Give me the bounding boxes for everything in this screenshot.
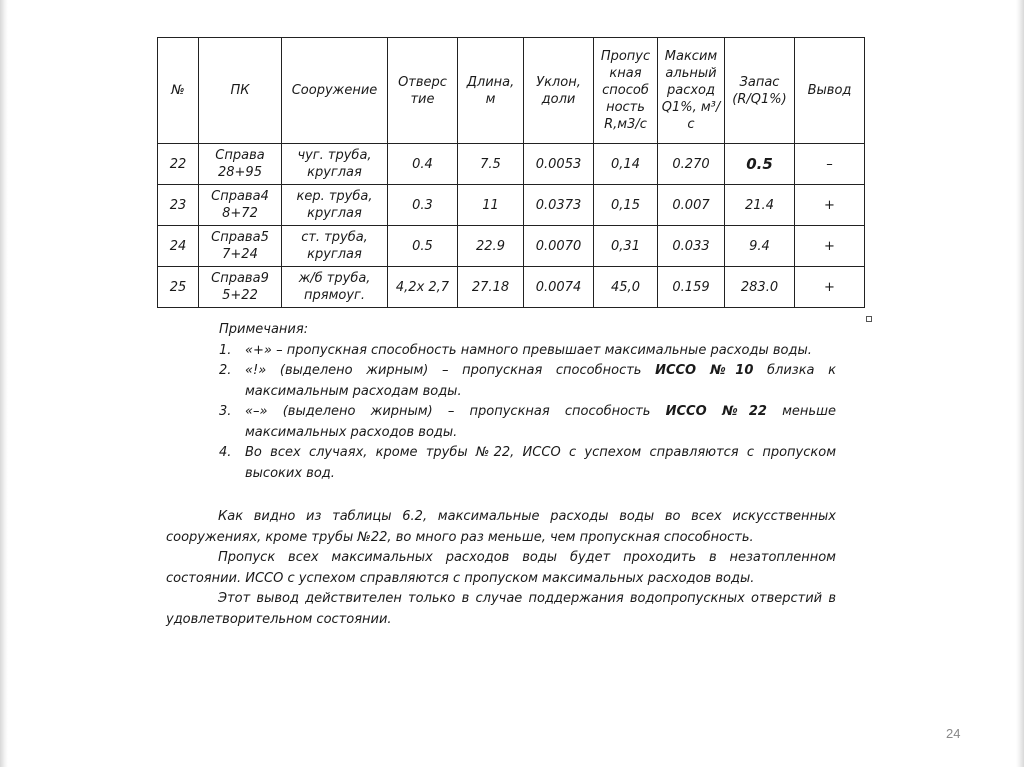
cell-opening: 4,2х 2,7 bbox=[388, 267, 458, 308]
note-number: 4. bbox=[219, 445, 232, 460]
cell-slope: 0.0373 bbox=[524, 185, 594, 226]
note-text-after: меньше максимальных расходов воды. bbox=[245, 404, 836, 440]
notes-title: Примечания: bbox=[219, 322, 309, 337]
cell-conclusion: + bbox=[795, 226, 865, 267]
paragraph: Как видно из таблицы 6.2, максимальные расходы воды во всех искусственных сооружениях, кроме трубы №22, во много раз меньше, чем пропускная способность. bbox=[166, 509, 836, 545]
table-row bbox=[158, 226, 865, 267]
header-length: Длина, м bbox=[458, 38, 524, 144]
list-item bbox=[219, 341, 836, 362]
cell-reserve: 283.0 bbox=[725, 267, 795, 308]
note-text: «!» (выделено жирным) – пропускная способность bbox=[245, 363, 656, 378]
cell-num: 24 bbox=[158, 226, 199, 267]
notes-list bbox=[219, 341, 836, 485]
cell-pk: Справа4 8+72 bbox=[199, 185, 282, 226]
cell-length: 27.18 bbox=[458, 267, 524, 308]
cell-num: 25 bbox=[158, 267, 199, 308]
cell-num: 23 bbox=[158, 185, 199, 226]
cell-max-flow: 0.159 bbox=[658, 267, 725, 308]
note-text: Во всех случаях, кроме трубы №22, ИССО с успехом справляются с пропуском высоких вод. bbox=[245, 445, 836, 481]
cell-max-flow: 0.007 bbox=[658, 185, 725, 226]
cell-slope: 0.0074 bbox=[524, 267, 594, 308]
note-text-after: близка к максимальным расходам воды. bbox=[245, 363, 836, 399]
table-row bbox=[158, 267, 865, 308]
list-item bbox=[219, 361, 836, 402]
cell-conclusion: – bbox=[795, 144, 865, 185]
header-capacity: Пропус кная способ ность R,м3/с bbox=[594, 38, 658, 144]
notes-section bbox=[219, 320, 836, 484]
cell-slope: 0.0053 bbox=[524, 144, 594, 185]
cell-length: 11 bbox=[458, 185, 524, 226]
note-text: «+» – пропускная способность намного превышает максимальные расходы воды. bbox=[245, 342, 812, 358]
cell-opening: 0.5 bbox=[388, 226, 458, 267]
cell-length: 7.5 bbox=[458, 144, 524, 185]
list-item bbox=[219, 402, 836, 443]
paragraph: Пропуск всех максимальных расходов воды будет проходить в незатопленном состоянии. ИССО с успехом справляются с пропуском максимальных расходов воды. bbox=[166, 550, 836, 586]
cell-structure: кер. труба, круглая bbox=[282, 185, 388, 226]
paragraph: Этот вывод действителен только в случае поддержания водопропускных отверстий в удовлетворительном состоянии. bbox=[166, 591, 836, 627]
header-opening: Отверс тие bbox=[388, 38, 458, 144]
slide-right-shadow bbox=[1016, 0, 1024, 767]
cell-reserve: 9.4 bbox=[725, 226, 795, 267]
table-row bbox=[158, 144, 865, 185]
cell-capacity: 45,0 bbox=[594, 267, 658, 308]
cell-max-flow: 0.270 bbox=[658, 144, 725, 185]
conclusion-text bbox=[166, 507, 836, 630]
cell-reserve: 0.5 bbox=[725, 144, 795, 185]
header-pk: ПК bbox=[199, 38, 282, 144]
header-num: № bbox=[158, 38, 199, 144]
header-reserve: Запас (R/Q1%) bbox=[725, 38, 795, 144]
cell-reserve: 21.4 bbox=[725, 185, 795, 226]
cell-pk: Справа9 5+22 bbox=[199, 267, 282, 308]
note-number: 2. bbox=[219, 363, 232, 378]
header-max-flow: Максим альный расход Q1%, м³/с bbox=[658, 38, 725, 144]
cell-length: 22.9 bbox=[458, 226, 524, 267]
slide-left-shadow bbox=[0, 0, 8, 767]
cell-capacity: 0,15 bbox=[594, 185, 658, 226]
cell-pk: Справа 28+95 bbox=[199, 144, 282, 185]
table-header-row bbox=[158, 38, 865, 144]
cell-opening: 0.4 bbox=[388, 144, 458, 185]
note-text: «–» (выделено жирным) – пропускная способность bbox=[245, 404, 666, 419]
header-slope: Уклон, доли bbox=[524, 38, 594, 144]
cell-opening: 0.3 bbox=[388, 185, 458, 226]
cell-capacity: 0,31 bbox=[594, 226, 658, 267]
table-row bbox=[158, 185, 865, 226]
cell-num: 22 bbox=[158, 144, 199, 185]
cell-structure: ст. труба, круглая bbox=[282, 226, 388, 267]
cell-conclusion: + bbox=[795, 185, 865, 226]
cell-structure: ж/б труба, прямоуг. bbox=[282, 267, 388, 308]
table-resize-handle[interactable] bbox=[866, 316, 872, 322]
note-bold-text: ИССО №22 bbox=[665, 404, 767, 419]
note-bold-text: ИССО №10 bbox=[655, 363, 754, 378]
header-conclusion: Вывод bbox=[795, 38, 865, 144]
culvert-table bbox=[157, 37, 865, 308]
note-number: 3. bbox=[219, 404, 232, 419]
cell-max-flow: 0.033 bbox=[658, 226, 725, 267]
page-number: 24 bbox=[946, 726, 961, 741]
cell-slope: 0.0070 bbox=[524, 226, 594, 267]
cell-pk: Справа5 7+24 bbox=[199, 226, 282, 267]
note-number: 1. bbox=[219, 342, 232, 358]
cell-capacity: 0,14 bbox=[594, 144, 658, 185]
list-item bbox=[219, 443, 836, 484]
cell-structure: чуг. труба, круглая bbox=[282, 144, 388, 185]
header-structure: Сооружение bbox=[282, 38, 388, 144]
cell-conclusion: + bbox=[795, 267, 865, 308]
